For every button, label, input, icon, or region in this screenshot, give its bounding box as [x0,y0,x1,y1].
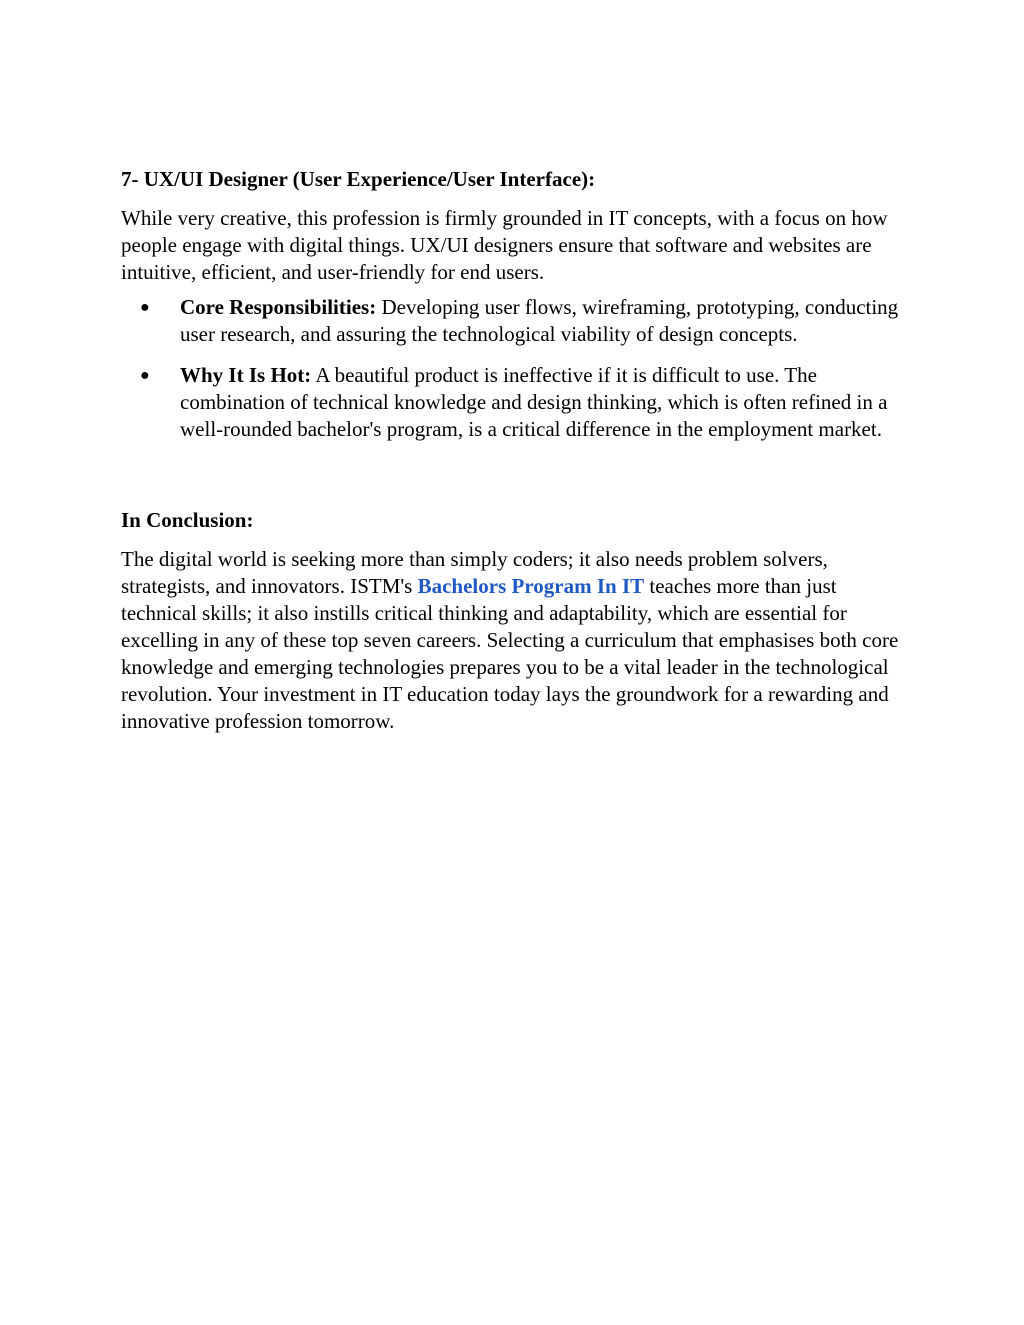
conclusion-paragraph [121,546,911,735]
section-intro-paragraph: While very creative, this profession is firmly grounded in IT concepts, with a focus on how people engage with digital things. UX/UI designers ensure that software and websites are intuitive, efficient, and user-friendly for end users. [121,206,888,284]
section-heading-ux-ui-designer: 7- UX/UI Designer (User Experience/User Interface): [121,167,596,191]
bullet-list [121,294,911,443]
spacer [121,457,911,507]
bullet-text: A beautiful product is ineffective if it is difficult to use. The combination of technical knowledge and design thinking, which is often refined in a well-rounded bachelor's program, is a critical difference in the employment market. [180,363,888,441]
conclusion-text-start: The digital world is seeking more than simply coders; it also needs problem solvers, strategists, and innovators. ISTM's [121,547,828,598]
bachelors-program-link[interactable]: Bachelors Program In IT [417,574,645,598]
list-item-core-responsibilities [140,294,911,348]
bullet-icon: ● [140,299,150,316]
conclusion-heading: In Conclusion: [121,508,254,532]
bullet-text: Developing user flows, wireframing, prototyping, conducting user research, and assuring the technological viability of design concepts. [180,295,899,346]
bullet-icon: ● [140,367,150,384]
bullet-label: Core Responsibilities: [180,295,377,319]
list-item-why-it-is-hot [140,362,911,443]
conclusion-text-end: teaches more than just technical skills; it also instills critical thinking and adaptability, which are essential for excelling in any of these top seven careers. Selecting a curriculum that emphasises both core knowledge and emerging technologies prepares you to be a vital leader in the technological revolution. Your investment in IT education today lays the groundwork for a rewarding and innovative profession tomorrow. [121,574,899,733]
bullet-label: Why It Is Hot: [180,363,312,387]
document-page [121,166,911,735]
